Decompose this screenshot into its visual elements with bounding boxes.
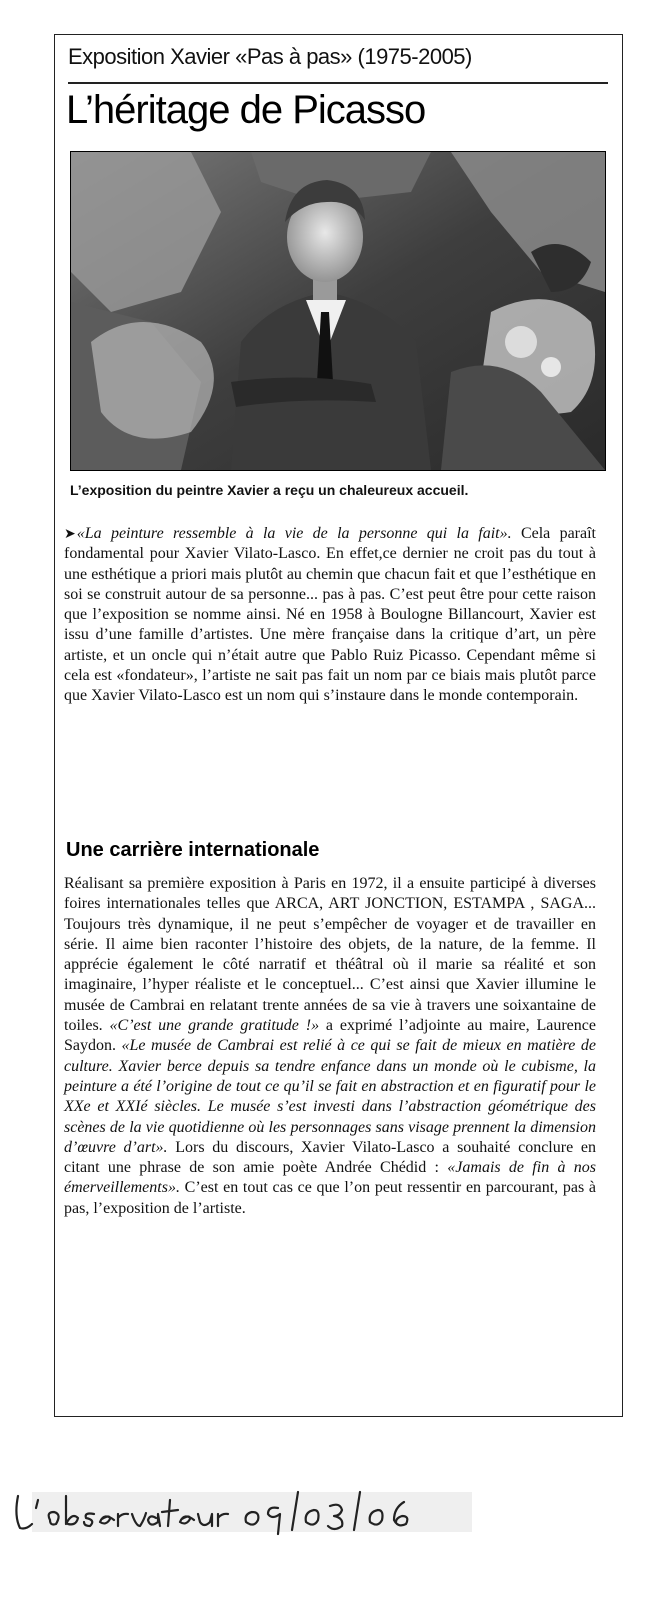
kicker-rule [68,82,608,84]
photo-painter-image [71,152,605,470]
career-quote-c: «Jamais de fin à nos émerveillements». [64,1159,597,1197]
section-subheading: Une carrière internationale [66,839,320,861]
article-headline: L’héritage de Picasso [66,88,426,132]
intro-text: Cela paraît fondamental pour Xavier Vilato-Lasco. En effet,ce dernier ne croit pas du tout à une esthétique a priori mais plutôt au chemin que chacun fait et que l’esthétique en soi se construit autour de sa personne... pas à pas. C’est peut être pour cette raison que l’exposition se nomme ainsi. Né en 1958 à Boulogne Billancourt, Xavier est issu d’une famille d’artistes. Une mère française dans la critique d’art, un père artiste, et un oncle qui n’était autre que Pablo Ruiz Picasso. Cependant même si cela est «fondateur», l’artiste ne sait pas fait un nom par ce biais mais plutôt parce que Xavier Vilato-Lasco est un nom qui s’instaure dans le monde contemporain. [64,525,596,705]
handwritten-source-note [6,1486,486,1536]
career-text-a: Réalisant sa première exposition à Paris en 1972, il a ensuite participé à diverses foires internationales telles que ARCA, ART JONCTION, ESTAMPA , SAGA... Toujours très dynamique, il ne peut s’empêcher de voyager et de travailler en série. Il aime bien raconter l’histoire des objets, de la nature, de la femme. Il apprécie également le côté narratif et théâtral où il marie sa réalité et son imaginaire, l’hyper réaliste et le conceptuel... C’est ainsi que Xavier illumine le musée de Cambrai en relatant trente années de sa vie à travers une soixantaine de toiles. [64,875,596,1035]
career-quote-b: «Le musée de Cambrai est relié à ce qui se fait de mieux en matière de culture. Xavier berce depuis sa tendre enfance dans un monde où le cubisme, la peinture a été l’origine de tout ce qu’il se fait en abstraction et en figuratif pour le XXe et XXIé siècles. Le musée s’est investi dans l’abstraction géométrique des scènes de la vie quotidienne où les personnages sans visage prennent la dimension d’œuvre d’art». [64,1037,596,1156]
career-text-d: C’est en tout cas ce que l’on peut ressentir en parcourant, pas à pas, l’exposition de l’artiste. [64,1179,596,1217]
intro-quote: «La peinture ressemble à la vie de la personne qui la fait». [76,525,512,542]
career-text-b: a exprimé l’adjointe au maire, Laurence Saydon. [64,1017,596,1055]
photo-caption: L’exposition du peintre Xavier a reçu un chaleureux accueil. [70,482,469,498]
paragraph-intro [64,524,596,707]
article-kicker: Exposition Xavier «Pas à pas» (1975-2005) [68,44,472,69]
article-photo [70,151,606,471]
handwritten-source-signature [6,1486,486,1536]
paragraph-career [64,874,596,1219]
career-text-c: Lors du discours, Xavier Vilato-Lasco a souhaité conclure en citant une phrase de son amie poète Andrée Chédid : [64,1138,596,1177]
arrow-bullet-icon: ➤ [64,526,76,542]
career-quote-a: «C’est une grande gratitude !» [109,1017,320,1035]
